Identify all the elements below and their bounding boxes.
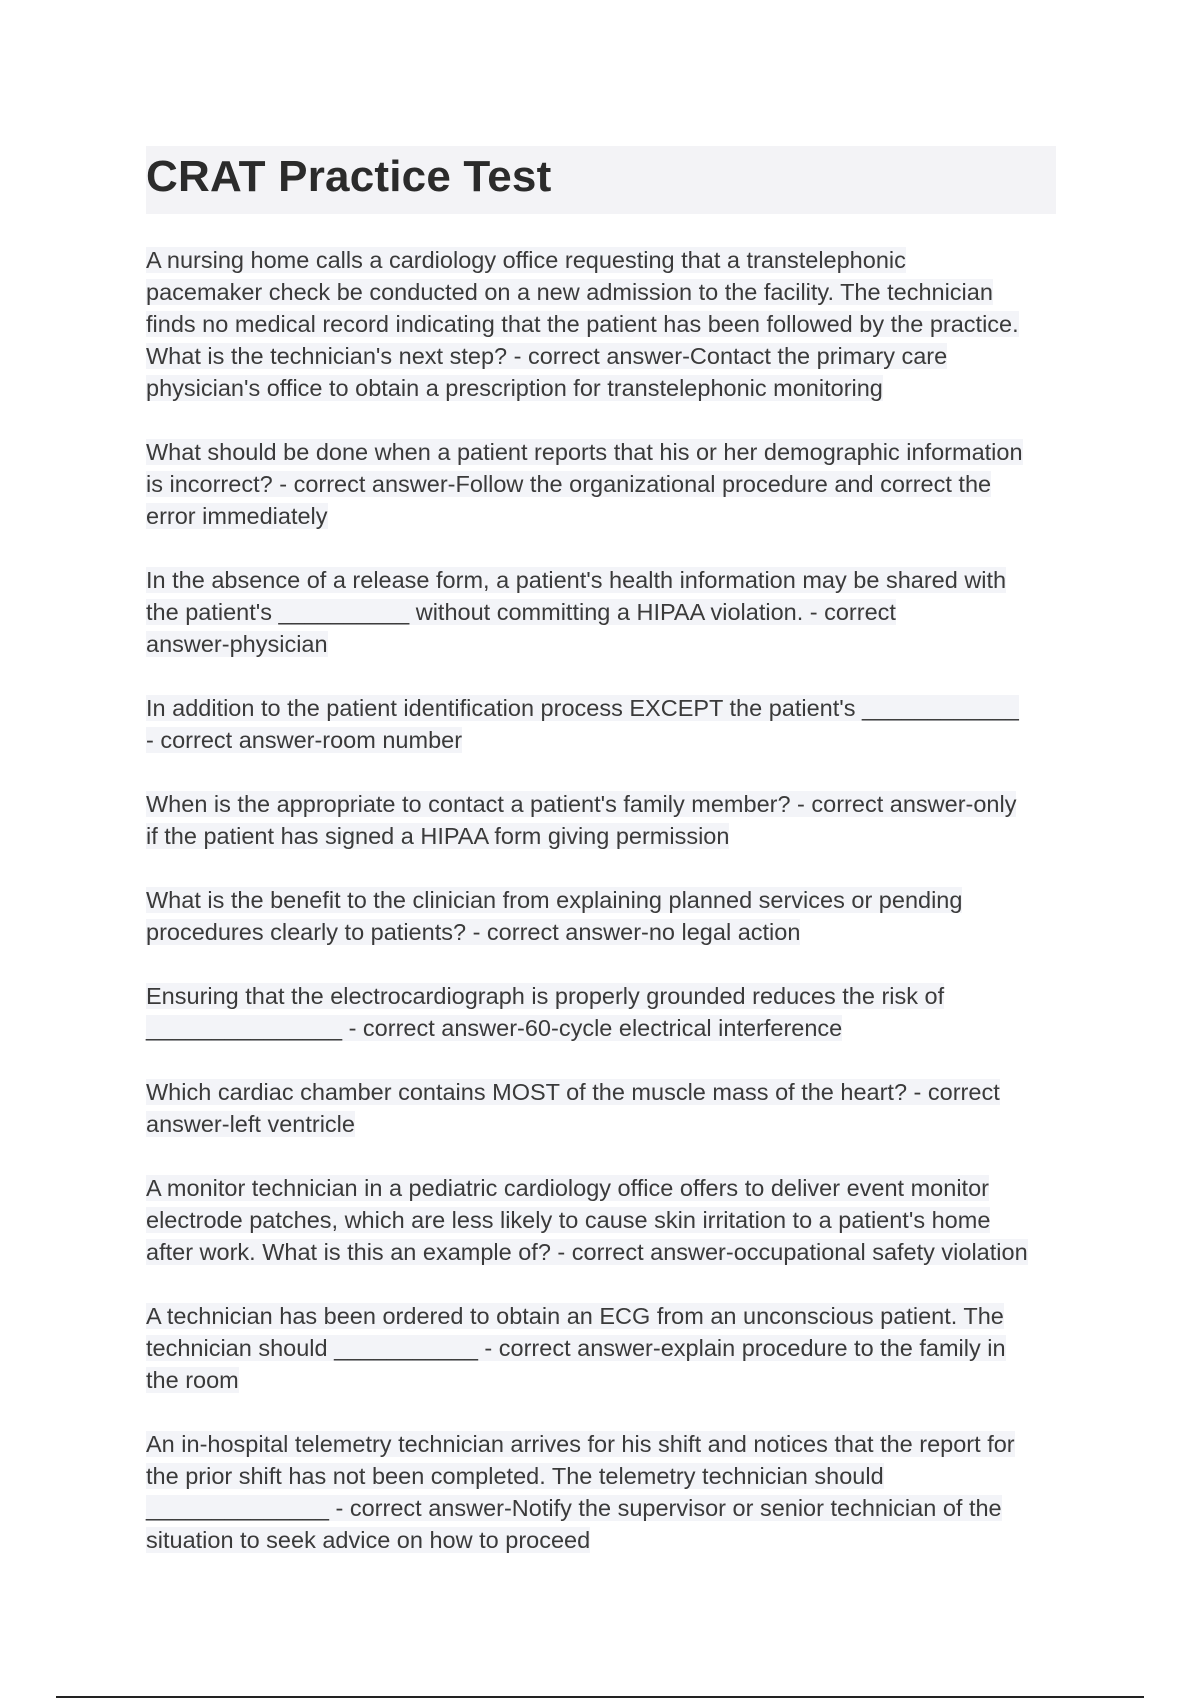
qa-line bbox=[146, 468, 1066, 500]
page-title: CRAT Practice Test bbox=[146, 152, 552, 201]
qa-line bbox=[146, 628, 1066, 660]
qa-line-text: physician's office to obtain a prescription for transtelephonic monitoring bbox=[146, 375, 883, 401]
qa-line-text: What is the technician's next step? - correct answer-Contact the primary care bbox=[146, 343, 948, 369]
qa-line bbox=[146, 980, 1066, 1012]
qa-line-text: In addition to the patient identification process EXCEPT the patient's ____________ bbox=[146, 695, 1019, 721]
qa-item bbox=[146, 1076, 1066, 1140]
qa-line-text: A monitor technician in a pediatric cardiology office offers to deliver event monitor bbox=[146, 1175, 989, 1201]
qa-item bbox=[146, 1172, 1066, 1268]
qa-item bbox=[146, 884, 1066, 948]
qa-line-text: the patient's __________ without committing a HIPAA violation. - correct bbox=[146, 599, 896, 625]
qa-line-text: situation to seek advice on how to proceed bbox=[146, 1527, 591, 1553]
qa-line-text: finds no medical record indicating that the patient has been followed by the practice. bbox=[146, 311, 1019, 337]
qa-line-text: In the absence of a release form, a patient's health information may be shared with bbox=[146, 567, 1007, 593]
qa-line bbox=[146, 820, 1066, 852]
qa-line-text: _______________ - correct answer-60-cycle electrical interference bbox=[146, 1015, 843, 1041]
qa-item bbox=[146, 436, 1066, 532]
qa-line bbox=[146, 436, 1066, 468]
qa-line-text: When is the appropriate to contact a patient's family member? - correct answer-only bbox=[146, 791, 1017, 817]
qa-item bbox=[146, 788, 1066, 852]
qa-line-text: after work. What is this an example of? - correct answer-occupational safety violation bbox=[146, 1239, 1028, 1265]
qa-line bbox=[146, 372, 1066, 404]
qa-line-text: if the patient has signed a HIPAA form giving permission bbox=[146, 823, 730, 849]
qa-line bbox=[146, 916, 1066, 948]
qa-line bbox=[146, 1108, 1066, 1140]
qa-line-text: What is the benefit to the clinician from explaining planned services or pending bbox=[146, 887, 963, 913]
qa-line bbox=[146, 1428, 1066, 1460]
qa-line-text: electrode patches, which are less likely to cause skin irritation to a patient's home bbox=[146, 1207, 991, 1233]
qa-line bbox=[146, 1172, 1066, 1204]
qa-line bbox=[146, 1076, 1066, 1108]
qa-line-text: ______________ - correct answer-Notify the supervisor or senior technician of the bbox=[146, 1495, 1002, 1521]
qa-line-text: pacemaker check be conducted on a new admission to the facility. The technician bbox=[146, 279, 993, 305]
qa-item bbox=[146, 980, 1066, 1044]
qa-line bbox=[146, 244, 1066, 276]
qa-line bbox=[146, 276, 1066, 308]
qa-line-text: A technician has been ordered to obtain an ECG from an unconscious patient. The bbox=[146, 1303, 1004, 1329]
qa-line-text: answer-left ventricle bbox=[146, 1111, 355, 1137]
qa-line-text: Ensuring that the electrocardiograph is properly grounded reduces the risk of bbox=[146, 983, 945, 1009]
qa-item bbox=[146, 244, 1066, 404]
qa-line bbox=[146, 1204, 1066, 1236]
qa-line-text: An in-hospital telemetry technician arrives for his shift and notices that the report for bbox=[146, 1431, 1015, 1457]
qa-line bbox=[146, 500, 1066, 532]
qa-line-text: the room bbox=[146, 1367, 239, 1393]
qa-line-text: answer-physician bbox=[146, 631, 328, 657]
qa-line bbox=[146, 1524, 1066, 1556]
qa-line bbox=[146, 308, 1066, 340]
qa-list bbox=[146, 244, 1066, 1588]
qa-line bbox=[146, 340, 1066, 372]
qa-item bbox=[146, 564, 1066, 660]
qa-line bbox=[146, 1300, 1066, 1332]
qa-line-text: is incorrect? - correct answer-Follow the organizational procedure and correct the bbox=[146, 471, 992, 497]
qa-line-text: procedures clearly to patients? - correct answer-no legal action bbox=[146, 919, 801, 945]
qa-line bbox=[146, 724, 1066, 756]
footer-divider bbox=[56, 1696, 1144, 1698]
qa-item bbox=[146, 1300, 1066, 1396]
qa-line-text: Which cardiac chamber contains MOST of the muscle mass of the heart? - correct bbox=[146, 1079, 1000, 1105]
qa-line bbox=[146, 1492, 1066, 1524]
qa-line bbox=[146, 1012, 1066, 1044]
qa-item bbox=[146, 1428, 1066, 1556]
qa-line bbox=[146, 692, 1066, 724]
qa-line bbox=[146, 884, 1066, 916]
qa-line bbox=[146, 564, 1066, 596]
qa-line bbox=[146, 1332, 1066, 1364]
qa-line-text: - correct answer-room number bbox=[146, 727, 463, 753]
qa-line bbox=[146, 1236, 1066, 1268]
qa-line-text: technician should ___________ - correct answer-explain procedure to the family in bbox=[146, 1335, 1006, 1361]
qa-line bbox=[146, 1460, 1066, 1492]
qa-line bbox=[146, 1364, 1066, 1396]
qa-line bbox=[146, 596, 1066, 628]
qa-line bbox=[146, 788, 1066, 820]
qa-line-text: What should be done when a patient reports that his or her demographic information bbox=[146, 439, 1023, 465]
qa-line-text: error immediately bbox=[146, 503, 328, 529]
qa-line-text: the prior shift has not been completed. The telemetry technician should bbox=[146, 1463, 884, 1489]
qa-item bbox=[146, 692, 1066, 756]
qa-line-text: A nursing home calls a cardiology office requesting that a transtelephonic bbox=[146, 247, 906, 273]
title-block bbox=[146, 146, 1056, 214]
